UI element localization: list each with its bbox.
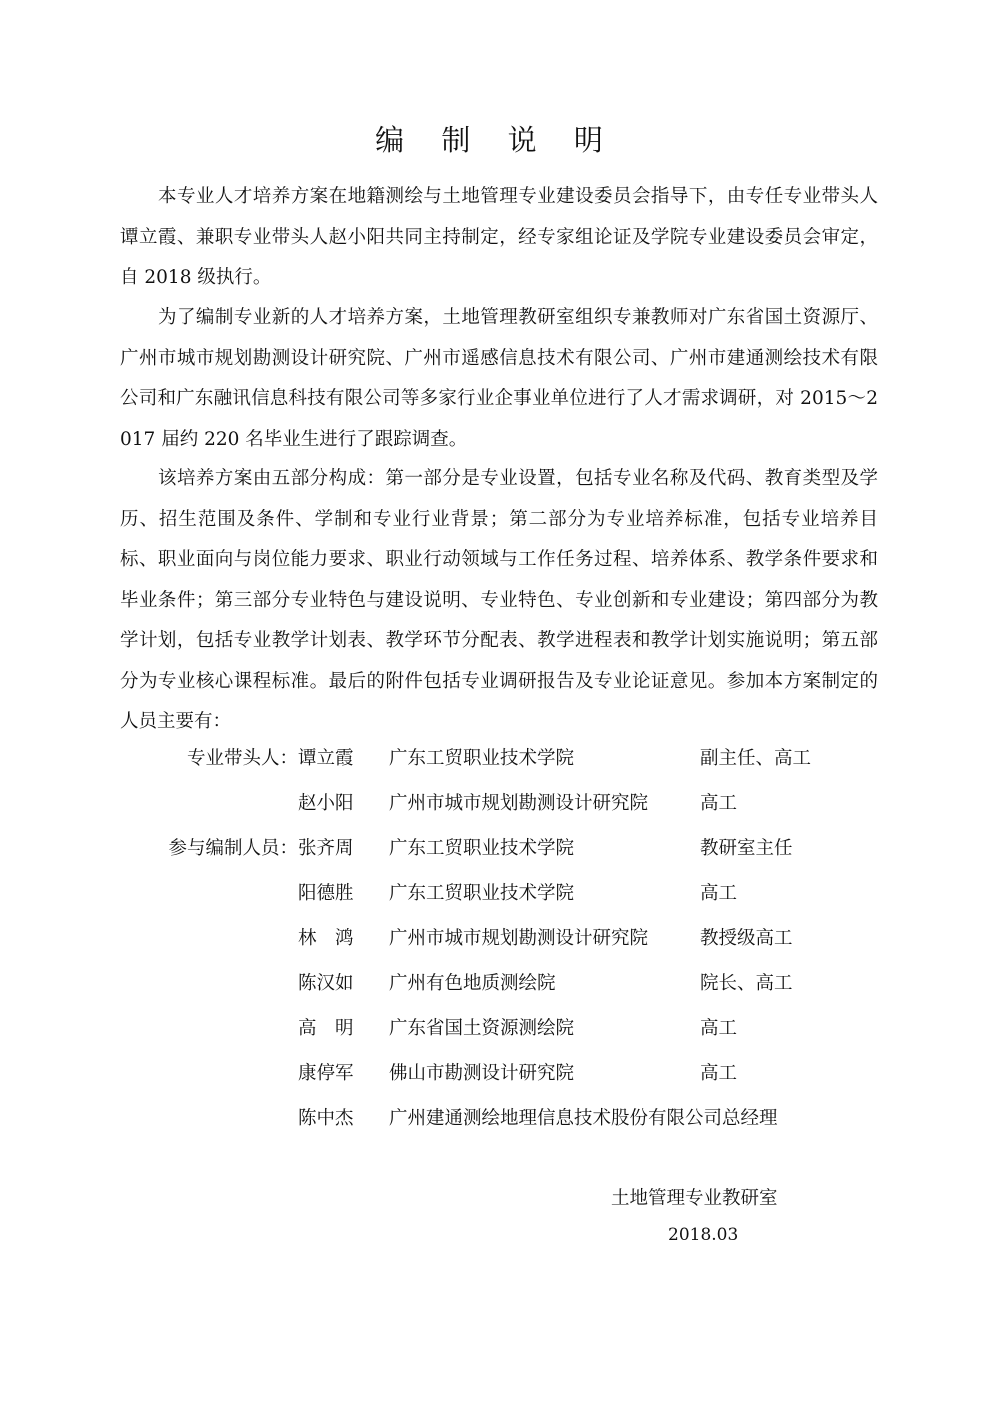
- staff-name: 高 明: [298, 1018, 354, 1039]
- staff-row: [0, 871, 992, 916]
- staff-row: [0, 826, 992, 871]
- paragraph-structure: 该培养方案由五部分构成：第一部分是专业设置，包括专业名称及代码、教育类型及学历、招生范围及条件、学制和专业行业背景；第二部分为专业培养标准，包括专业培养目标、职业面向与岗位能力要求、职业行动领域与工作任务过程、培养体系、教学条件要求和毕业条件；第三部分专业特色与建设说明、专业特色、专业创新和专业建设；第四部分为教学计划，包括专业教学计划表、教学环节分配表、教学进程表和教学计划实施说明；第五部分为专业核心课程标准。最后的附件包括专业调研报告及专业论证意见。参加本方案制定的人员主要有：: [120, 468, 878, 732]
- staff-position: 教授级高工: [700, 928, 793, 949]
- staff-position: 高工: [700, 793, 738, 814]
- staff-name: 康停军: [298, 1063, 354, 1084]
- staff-organization: 广东省国土资源测绘院: [389, 1018, 575, 1039]
- staff-position: 高工: [700, 1018, 738, 1039]
- staff-position: 副主任、高工: [700, 748, 812, 769]
- staff-position: 院长、高工: [700, 973, 793, 994]
- staff-position: 高工: [700, 883, 738, 904]
- staff-row: [0, 961, 992, 1006]
- staff-organization: 广州市城市规划勘测设计研究院: [389, 793, 649, 814]
- staff-organization: 佛山市勘测设计研究院: [389, 1063, 575, 1084]
- staff-name: 林 鸿: [298, 928, 354, 949]
- staff-row: [0, 1006, 992, 1051]
- staff-name: 陈中杰: [298, 1108, 354, 1129]
- staff-row: [0, 1096, 992, 1141]
- staff-row: [0, 1051, 992, 1096]
- staff-role: 专业带头人：: [186, 748, 298, 769]
- staff-organization: 广州有色地质测绘院: [389, 973, 556, 994]
- signature-department: 土地管理专业教研室: [611, 1188, 778, 1209]
- staff-name: 赵小阳: [298, 793, 354, 814]
- staff-organization: 广东工贸职业技术学院: [389, 883, 575, 904]
- page-title: 编 制 说 明: [375, 123, 617, 157]
- staff-row: [0, 916, 992, 961]
- staff-name: 陈汉如: [298, 973, 354, 994]
- staff-name: 谭立霞: [298, 748, 354, 769]
- staff-name: 阳德胜: [298, 883, 354, 904]
- staff-role: 参与编制人员：: [168, 838, 298, 859]
- paragraph-intro: 本专业人才培养方案在地籍测绘与土地管理专业建设委员会指导下，由专任专业带头人谭立霞、兼职专业带头人赵小阳共同主持制定，经专家组论证及学院专业建设委员会审定，自 2018 级执行。: [120, 186, 878, 288]
- paragraph-research: 为了编制专业新的人才培养方案，土地管理教研室组织专兼教师对广东省国土资源厅、广州市城市规划勘测设计研究院、广州市遥感信息技术有限公司、广州市建通测绘技术有限公司和广东融讯信息科技有限公司等多家行业企事业单位进行了人才需求调研，对 2015～2017 届约 220 名毕业生进行了跟踪调查。: [120, 307, 878, 450]
- staff-name: 张齐周: [298, 838, 354, 859]
- staff-organization: 广东工贸职业技术学院: [389, 838, 575, 859]
- staff-row: [0, 736, 992, 781]
- signature-date: 2018.03: [668, 1225, 739, 1245]
- staff-position: 高工: [700, 1063, 738, 1084]
- staff-list: [0, 736, 992, 1141]
- staff-organization: 广州市城市规划勘测设计研究院: [389, 928, 649, 949]
- staff-row: [0, 781, 992, 826]
- staff-organization: 广东工贸职业技术学院: [389, 748, 575, 769]
- staff-organization: 广州建通测绘地理信息技术股份有限公司总经理: [389, 1108, 778, 1129]
- staff-position: 教研室主任: [700, 838, 793, 859]
